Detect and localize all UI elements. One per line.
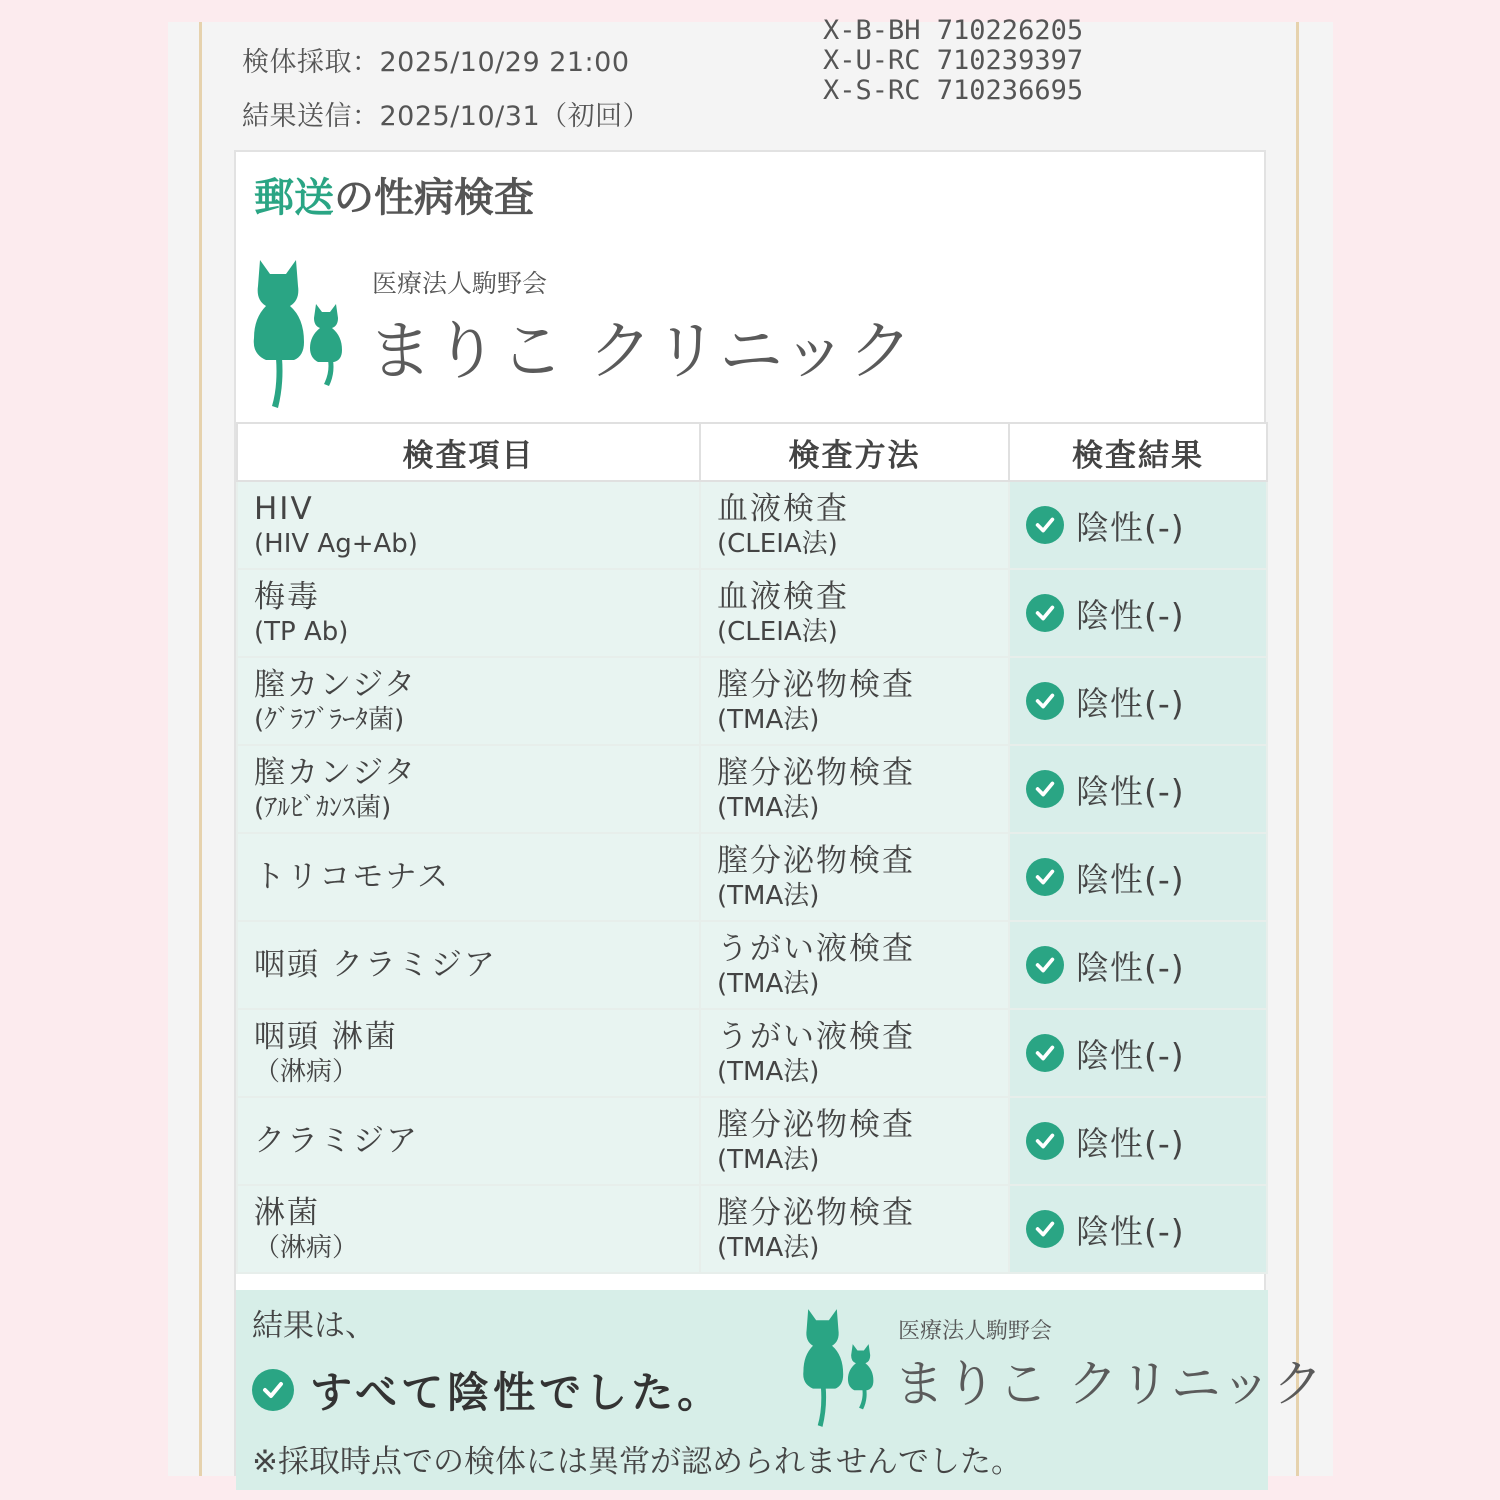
test-item-cell <box>237 1185 700 1273</box>
test-method-name: 膣分泌物検査 <box>717 755 915 791</box>
test-item-cell <box>237 657 700 745</box>
table-header-row <box>237 423 1267 481</box>
test-item-name: 淋菌 <box>254 1195 320 1231</box>
specimen-code: X-S-RC 710236695 <box>823 75 1084 106</box>
summary-box <box>236 1290 1325 1490</box>
table-row <box>237 833 1267 921</box>
column-header-item: 検査項目 <box>237 423 700 481</box>
test-method-detail: (TMA法) <box>717 1145 820 1175</box>
results-table <box>236 422 1268 1274</box>
table-row <box>237 481 1267 569</box>
test-method-name: うがい液検査 <box>717 931 915 967</box>
test-result-cell <box>1009 745 1267 833</box>
specimen-code: X-U-RC 710239397 <box>823 45 1084 76</box>
test-result-cell <box>1009 833 1267 921</box>
test-item-detail: (HIV Ag+Ab) <box>254 529 418 559</box>
test-result-cell <box>1009 1009 1267 1097</box>
column-header-result: 検査結果 <box>1009 423 1267 481</box>
test-method-detail: (TMA法) <box>717 969 820 999</box>
clinic-cat-logo-icon <box>250 256 350 412</box>
test-method-detail: (TMA法) <box>717 1057 820 1087</box>
test-method-name: 膣分泌物検査 <box>717 1107 915 1143</box>
test-item-name: 膣カンジタ <box>254 667 417 703</box>
test-item-cell <box>237 1009 700 1097</box>
test-method-name: うがい液検査 <box>717 1019 915 1055</box>
table-row <box>237 921 1267 1009</box>
results-table-body <box>237 481 1267 1273</box>
test-item-name: 梅毒 <box>254 579 320 615</box>
test-result <box>1026 942 1266 989</box>
summary-note: ※採取時点での検体には異常が認められませんでした。 <box>252 1444 1022 1480</box>
test-result-text: 陰性(-) <box>1076 683 1185 723</box>
specimen-codes <box>823 16 1083 106</box>
collection-datetime: 検体採取：2025/10/29 21:00 <box>242 47 630 78</box>
test-item-cell <box>237 569 700 657</box>
test-result-text: 陰性(-) <box>1076 947 1185 987</box>
check-circle-icon <box>1026 1210 1064 1248</box>
test-item-name: 膣カンジタ <box>254 755 417 791</box>
result-sent-date: 結果送信：2025/10/31（初回） <box>242 101 651 132</box>
test-item-name: HIV <box>254 491 314 527</box>
summary-main-text: すべて陰性でした。 <box>310 1368 724 1417</box>
test-method-name: 血液検査 <box>717 579 849 615</box>
test-method-name: 血液検査 <box>717 491 849 527</box>
test-result-cell <box>1009 481 1267 569</box>
check-circle-icon <box>1026 1122 1064 1160</box>
test-method-cell <box>700 481 1009 569</box>
table-row <box>237 1009 1267 1097</box>
test-result-text: 陰性(-) <box>1076 771 1185 811</box>
test-item-cell <box>237 481 700 569</box>
test-item-name: 咽頭 クラミジア <box>254 947 497 983</box>
specimen-code: X-B-BH 710226205 <box>823 15 1084 46</box>
test-result-text: 陰性(-) <box>1076 1035 1185 1075</box>
test-method-cell <box>700 921 1009 1009</box>
check-circle-icon <box>1026 506 1064 544</box>
test-result <box>1026 854 1266 901</box>
test-method-detail: (TMA法) <box>717 881 820 911</box>
test-result <box>1026 678 1266 725</box>
test-item-detail: （淋病） <box>254 1233 359 1263</box>
test-result-text: 陰性(-) <box>1076 507 1185 547</box>
test-result-cell <box>1009 569 1267 657</box>
test-result <box>1026 502 1266 549</box>
frame-border <box>1296 22 1299 1476</box>
check-circle-icon <box>1026 1034 1064 1072</box>
summary-main <box>252 1360 723 1420</box>
test-item-cell <box>237 921 700 1009</box>
test-method-cell <box>700 1009 1009 1097</box>
table-row <box>237 745 1267 833</box>
test-result-cell <box>1009 921 1267 1009</box>
test-method-cell <box>700 569 1009 657</box>
check-circle-icon <box>1026 594 1064 632</box>
test-item-cell <box>237 833 700 921</box>
card-title: 郵送の性病検査 <box>254 175 534 221</box>
clinic-cat-logo-icon <box>798 1306 882 1430</box>
test-method-detail: (TMA法) <box>717 793 820 823</box>
table-row <box>237 569 1267 657</box>
test-result-cell <box>1009 657 1267 745</box>
summary-lead: 結果は、 <box>252 1308 376 1344</box>
test-item-name: 咽頭 淋菌 <box>254 1019 398 1055</box>
summary-clinic-name: まりこ クリニック <box>894 1355 1325 1413</box>
test-result-text: 陰性(-) <box>1076 595 1185 635</box>
test-item-cell <box>237 1097 700 1185</box>
test-result-cell <box>1009 1097 1267 1185</box>
test-result-text: 陰性(-) <box>1076 859 1185 899</box>
result-card <box>234 150 1325 1480</box>
test-method-cell <box>700 833 1009 921</box>
check-circle-icon <box>1026 858 1064 896</box>
check-circle-icon <box>1026 946 1064 984</box>
clinic-name: まりこ クリニック <box>368 315 915 389</box>
check-circle-icon <box>252 1369 294 1411</box>
test-method-detail: (CLEIA法) <box>717 617 838 647</box>
test-method-cell <box>700 1097 1009 1185</box>
frame-border <box>199 22 202 1476</box>
test-item-detail: (TP Ab) <box>254 617 349 647</box>
test-result <box>1026 1206 1266 1253</box>
test-item-detail: (ｱﾙﾋﾞｶﾝｽ菌) <box>254 793 392 823</box>
table-row <box>237 657 1267 745</box>
check-circle-icon <box>1026 682 1064 720</box>
test-item-detail: （淋病） <box>254 1057 359 1087</box>
test-result <box>1026 766 1266 813</box>
table-row <box>237 1097 1267 1185</box>
test-result <box>1026 1030 1266 1077</box>
test-method-cell <box>700 657 1009 745</box>
summary-clinic-org-name: 医療法人駒野会 <box>898 1319 1053 1344</box>
test-method-name: 膣分泌物検査 <box>717 843 915 879</box>
test-method-detail: (TMA法) <box>717 705 820 735</box>
test-item-detail: (ｸﾞﾗﾌﾞﾗｰﾀ菌) <box>254 705 405 735</box>
test-result-text: 陰性(-) <box>1076 1211 1185 1251</box>
test-method-cell <box>700 745 1009 833</box>
test-result <box>1026 1118 1266 1165</box>
column-header-method: 検査方法 <box>700 423 1009 481</box>
test-result-text: 陰性(-) <box>1076 1123 1185 1163</box>
test-item-name: トリコモナス <box>254 859 451 895</box>
test-item-cell <box>237 745 700 833</box>
table-row <box>237 1185 1267 1273</box>
test-result <box>1026 590 1266 637</box>
test-method-name: 膣分泌物検査 <box>717 1195 915 1231</box>
test-method-cell <box>700 1185 1009 1273</box>
clinic-org-name: 医療法人駒野会 <box>372 269 548 298</box>
test-item-name: クラミジア <box>254 1123 419 1159</box>
check-circle-icon <box>1026 770 1064 808</box>
test-result-cell <box>1009 1185 1267 1273</box>
test-method-name: 膣分泌物検査 <box>717 667 915 703</box>
test-method-detail: (CLEIA法) <box>717 529 838 559</box>
test-method-detail: (TMA法) <box>717 1233 820 1263</box>
